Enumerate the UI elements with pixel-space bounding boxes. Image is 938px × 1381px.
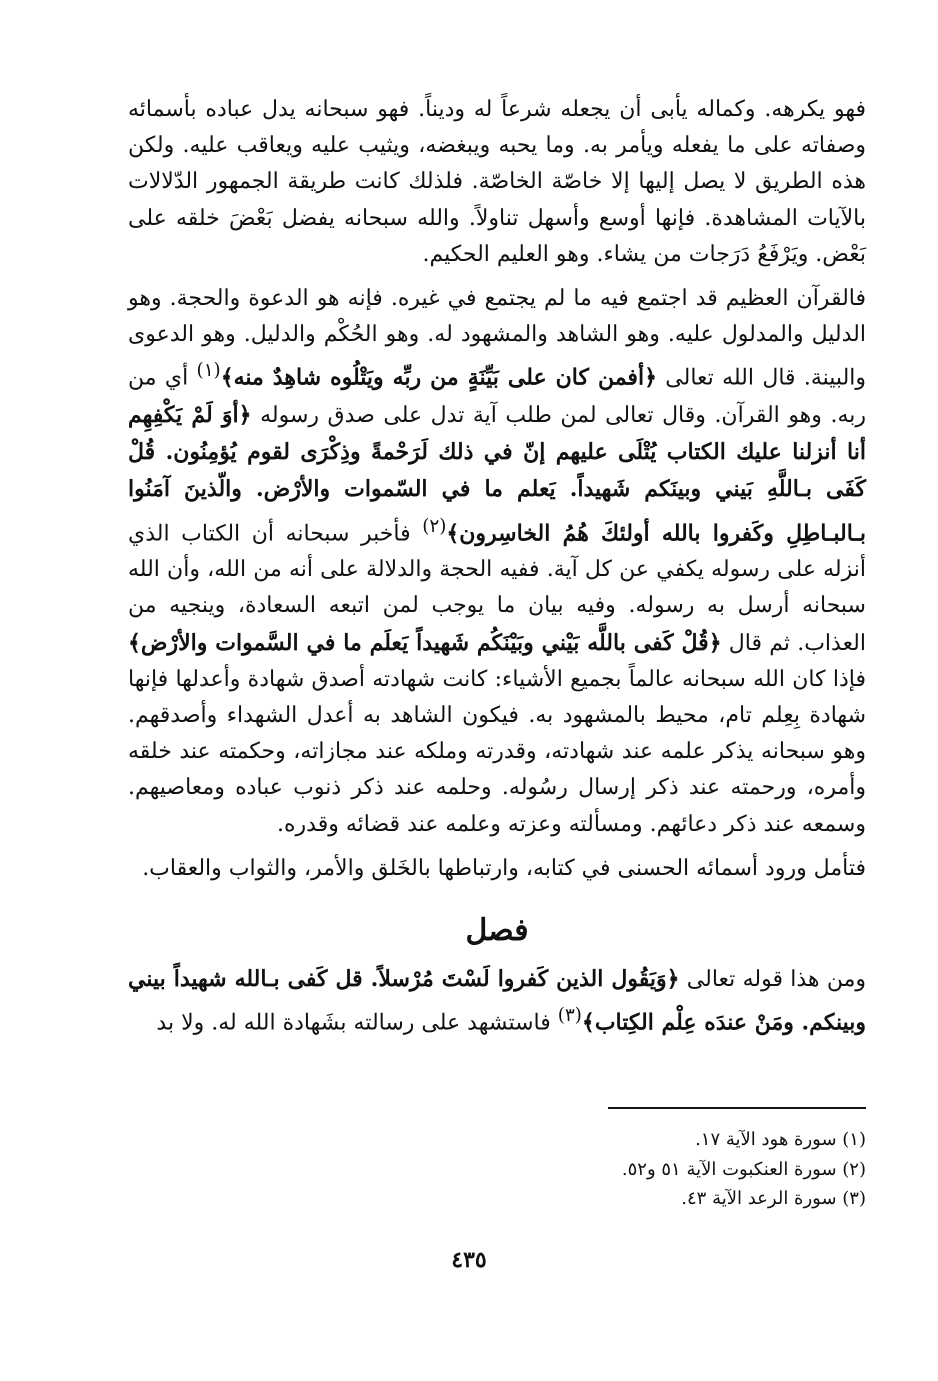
paragraph-2-text-2: أي من ربه. وهو القرآن. وقال تعالى لمن طلب آية تدل على صدق رسوله <box>128 365 866 428</box>
quran-quote-3: ﴿قُلْ كَفى باللَّه بَيْني وبَيْنَكُم شَهيداً يَعلَم ما في السَّموات والأرْض﴾ <box>128 629 722 656</box>
paragraph-2-text-3: فأخبر سبحانه أن الكتاب الذي أنزله على رسوله يكفي عن كل آية. ففيه الحجة والدلالة على أنه من الله، وأن الله سبحانه أرسل به رسوله. وفيه بيان ما يوجب لمن اتبعه السعادة، وينجيه من العذاب. ثم قال <box>128 520 866 656</box>
footnote-ref-2: (٢) <box>422 515 447 537</box>
footnotes <box>128 1125 866 1214</box>
paragraph-4-text-1: ومن هذا قوله تعالى <box>679 966 867 992</box>
footnote-ref-1: (١) <box>196 360 221 382</box>
page-number: ٤٣٥ <box>451 1247 487 1273</box>
footnote-1: (١) سورة هود الآية ١٧. <box>695 1129 866 1150</box>
paragraph-2-text-4: فإذا كان الله سبحانه عالماً بجميع الأشياء: كانت شهادته أصدق شهادة وأعدلها فإنها شهادة بِعِلم تام، محيط بالمشهود به. فيكون الشاهد به أعدل الشهداء وأصدقهم. وهو سبحانه يذكر علمه عند شهادته، وقدرته وملكه عند مجازاته، وحكمته عند خلقه وأمره، ورحمته عند ذكر إرسال رسُوله. وحلمه عند ذكر ذنوب عباده ومعاصيهم. وسمعه عند ذكر دعائهم. ومسألته وعزته وعلمه عند قضائه وقدره. <box>128 666 866 837</box>
quran-quote-2: ﴿أوَ لَمْ يَكْفِهِم أنا أنزلنا عليك الكتاب يُتْلَى عليهم إنّ في ذلك لَرَحْمةً وذِكْرَى لقوم يُؤمِنُون. قُلْ كَفَى بـاللَّهِ بَيني وبينَكم شَهيداً. يَعلم ما في السّموات والأرْض. والّذينَ آمَنُوا بـالبـاطِلِ وكَفروا بالله أولئكَ هُمُ الخاسِرون﴾ <box>128 401 867 546</box>
paragraph-4-text-2: فاستشهد على رسالته بشَهادة الله له. ولا بد <box>156 1010 558 1036</box>
quran-quote-1: ﴿أفمن كان على بَيِّنَةٍ من ربِّه ويَتْلُوه شاهِدٌ منه﴾ <box>220 364 657 391</box>
paragraph-2-text-1: فالقرآن العظيم قد اجتمع فيه ما لم يجتمع في غيره. فإنه هو الدعوة والحجة. وهو الدليل والمدلول عليه. وهو الشاهد والمشهود له. وهو الحُكْم والدليل. وهو الدعوى والبينة. قال الله تعالى <box>128 286 867 391</box>
quran-quote-4: ﴿وَيَقُول الذين كَفروا لَسْتَ مُرْسلاً. قل كَفى بـالله شهيداً بيني وبينكم. ومَنْ عندَه عِلْم الكِتاب﴾ <box>128 965 866 1036</box>
footnote-separator <box>608 1107 866 1109</box>
paragraph-1: فهو يكرهه. وكماله يأبى أن يجعله شرعاً له وديناً. فهو سبحانه يدل عباده بأسمائه وصفاته على ما يفعله ويأمر به. وما يحبه ويبغضه، ويثيب عليه ويعاقب عليه. ولكن هذه الطريق لا يصل إليها إلا خاصّة الخاصّة. فلذلك كانت طريقة الجمهور الدّلالات بالآيات المشاهدة. فإنها أوسع وأسهل تناولاً. والله سبحانه يفضل بَعْضَ خلقه على بَعْض. ويَرْفَعُ دَرَجات من يشاء. وهو العليم الحكيم. <box>128 97 866 267</box>
page-body <box>128 92 866 1042</box>
footnote-ref-3: (٣) <box>557 1005 582 1027</box>
paragraph-2 <box>128 281 866 843</box>
paragraph-4 <box>128 961 866 1042</box>
paragraph-3: فتأمل ورود أسمائه الحسنى في كتابه، وارتباطها بالخَلق والأمر، والثواب والعقاب. <box>142 855 866 881</box>
section-heading: فصل <box>465 912 529 948</box>
footnote-2: (٢) سورة العنكبوت الآية ٥١ و٥٢. <box>621 1158 866 1180</box>
footnote-3: (٣) سورة الرعد الآية ٤٣. <box>681 1188 866 1209</box>
